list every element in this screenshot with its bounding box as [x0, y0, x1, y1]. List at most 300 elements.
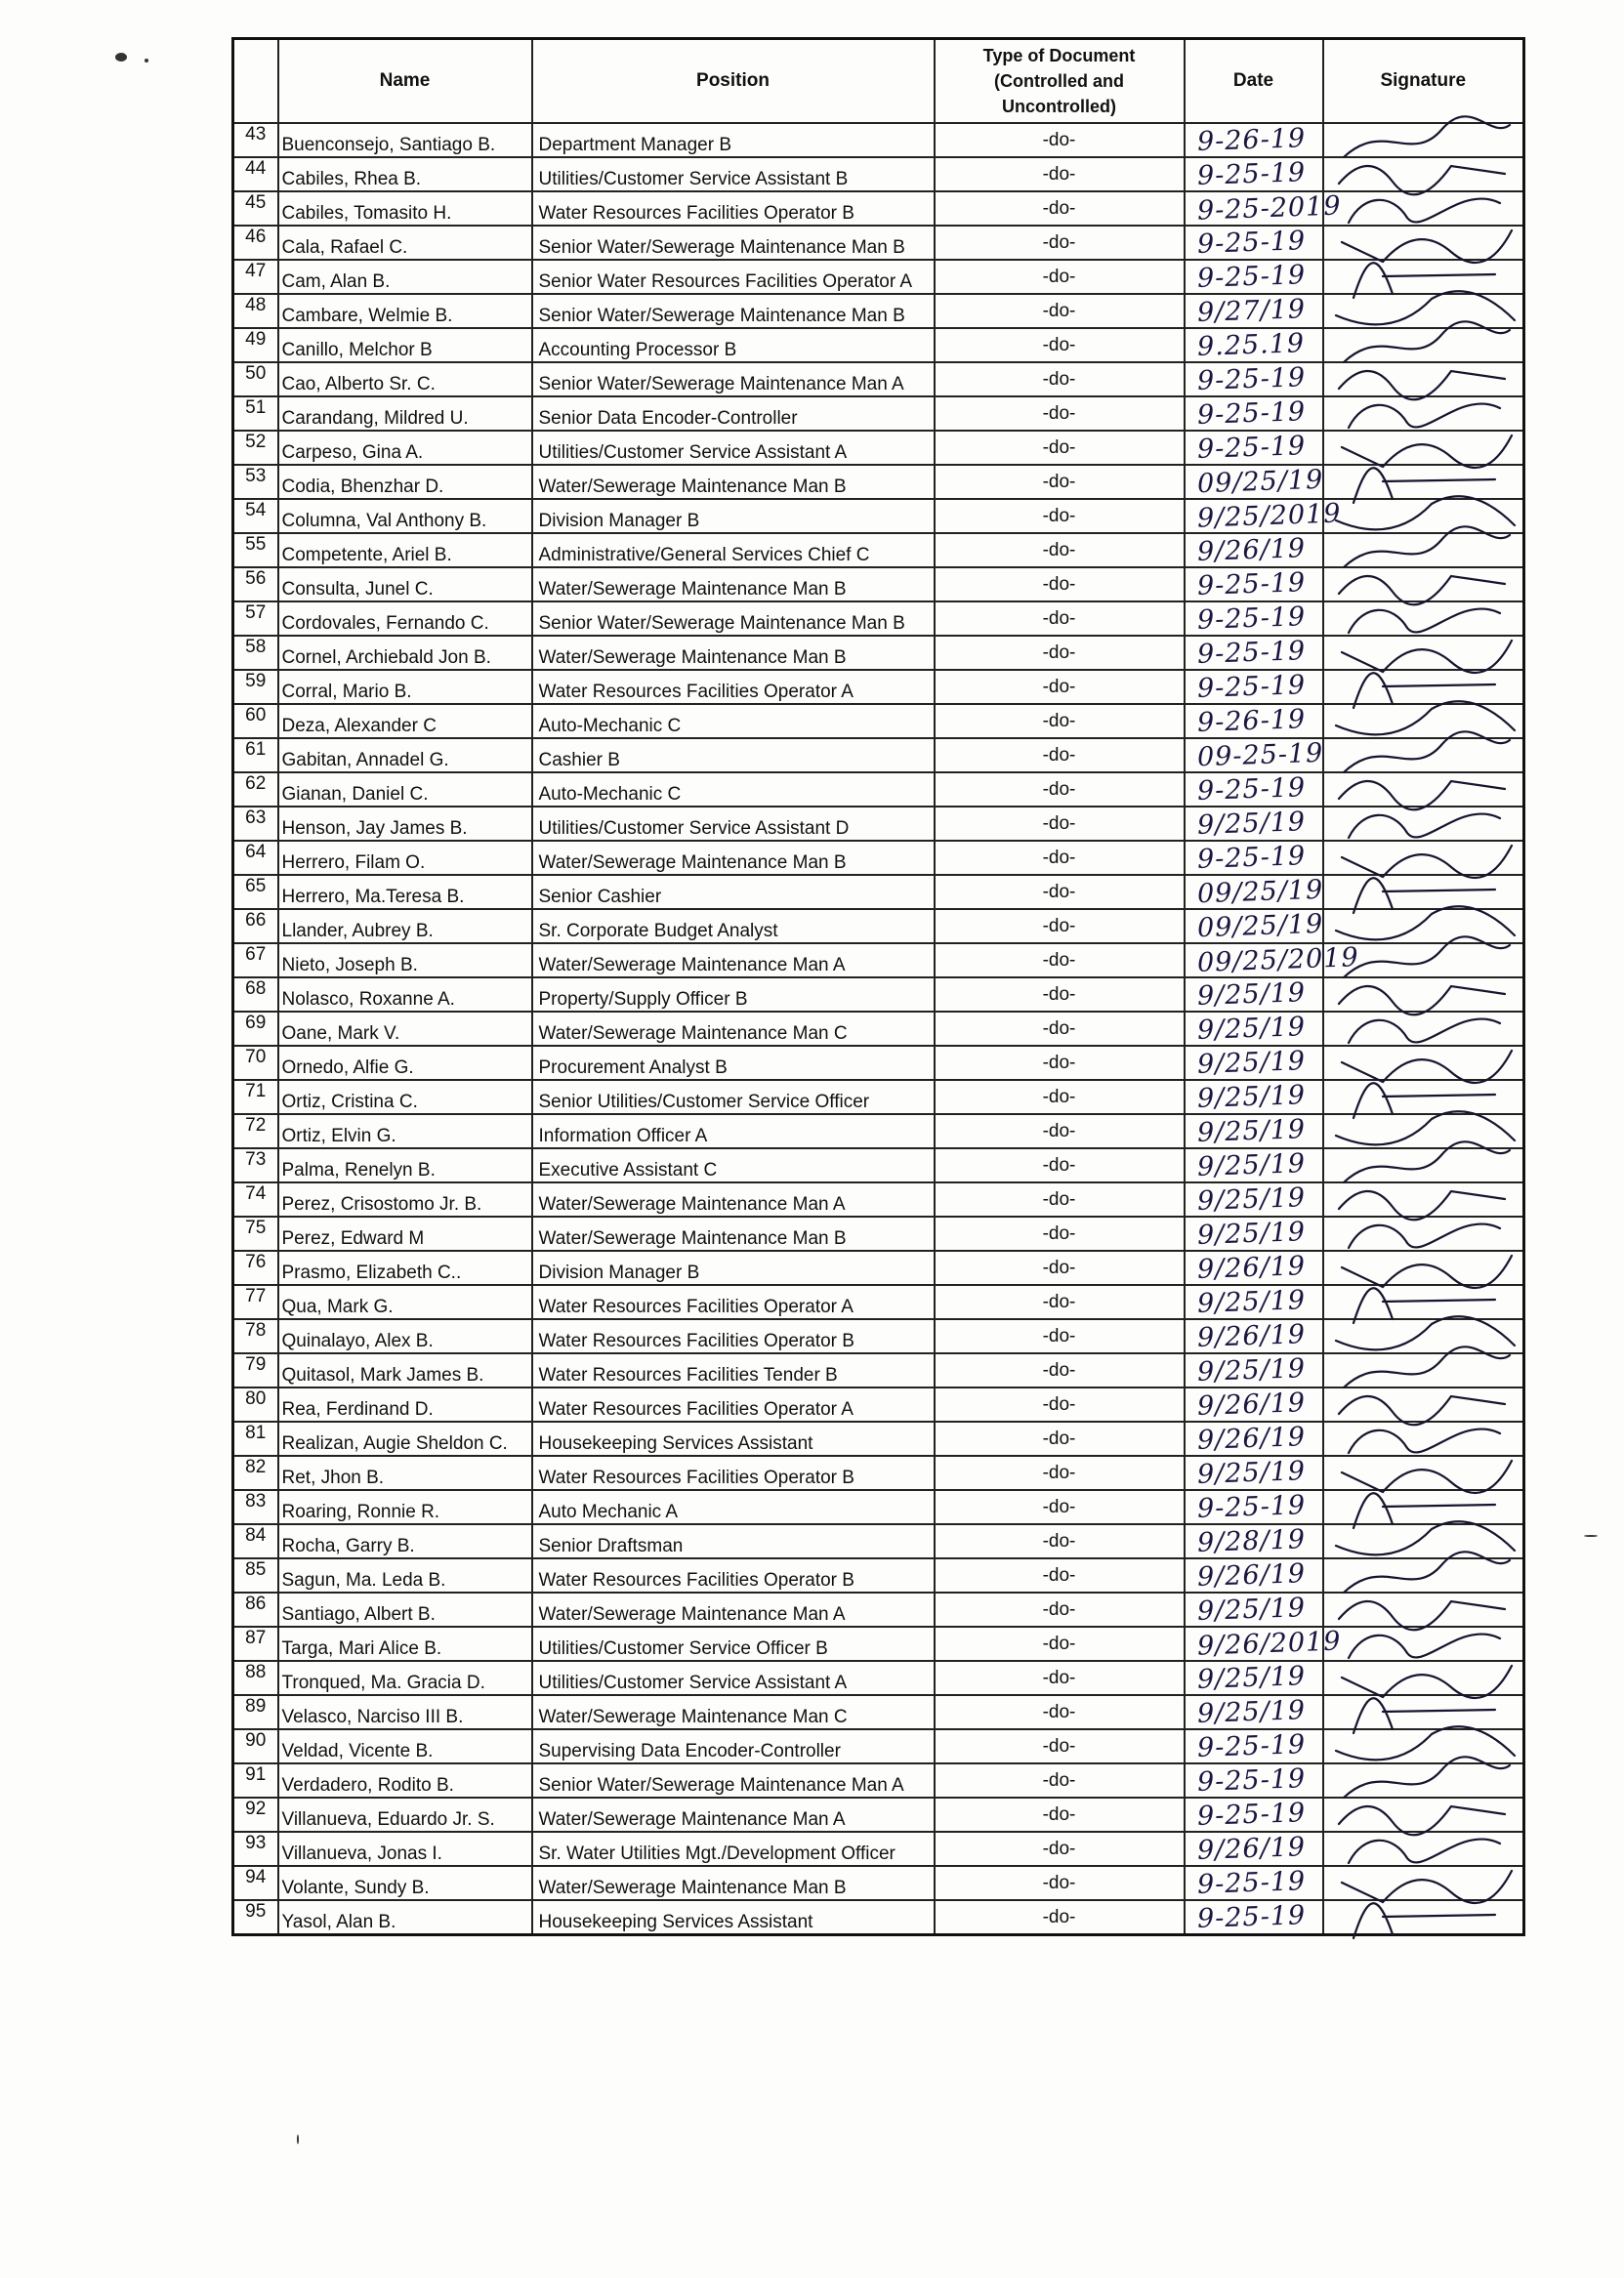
employee-position: Utilities/Customer Service Assistant D [532, 807, 935, 841]
document-type: -do- [935, 704, 1185, 738]
signed-date [1185, 1490, 1323, 1524]
signed-date [1185, 670, 1323, 704]
row-number: 54 [233, 499, 278, 533]
signed-date [1185, 431, 1323, 465]
table-row [233, 396, 1524, 431]
employee-position: Water/Sewerage Maintenance Man B [532, 841, 935, 875]
employee-position: Water Resources Facilities Operator B [532, 1456, 935, 1490]
row-number: 92 [233, 1798, 278, 1832]
handwritten-date: 9-25-19 [1195, 601, 1307, 636]
signature-stroke [1339, 576, 1505, 604]
handwritten-date: 09/25/19 [1195, 464, 1324, 500]
row-number: 48 [233, 294, 278, 328]
employee-position: Water/Sewerage Maintenance Man B [532, 1217, 935, 1251]
signed-date [1185, 1114, 1323, 1148]
row-number: 76 [233, 1251, 278, 1285]
table-row [233, 636, 1524, 670]
signed-date [1185, 294, 1323, 328]
handwritten-date: 9-25-19 [1195, 1729, 1307, 1763]
signature-cell [1323, 738, 1524, 772]
signed-date [1185, 1763, 1323, 1798]
signature-cell [1323, 226, 1524, 260]
signature-stroke [1349, 609, 1500, 633]
signature-stroke [1344, 1346, 1510, 1388]
table-row [233, 1285, 1524, 1319]
table-row [233, 1490, 1524, 1524]
document-type: -do- [935, 1388, 1185, 1422]
signature-cell [1323, 1763, 1524, 1798]
row-number: 69 [233, 1012, 278, 1046]
handwritten-date: 9-25-19 [1195, 636, 1307, 670]
signature-stroke [1336, 1726, 1515, 1760]
table-row [233, 431, 1524, 465]
signed-date [1185, 157, 1323, 191]
table-row [233, 1763, 1524, 1798]
employee-name: Ret, Jhon B. [278, 1456, 532, 1490]
employee-name: Gabitan, Annadel G. [278, 738, 532, 772]
employee-position: Senior Utilities/Customer Service Officer [532, 1080, 935, 1114]
signature-cell [1323, 157, 1524, 191]
employee-position: Water Resources Facilities Operator B [532, 1319, 935, 1353]
handwritten-date: 9-25-19 [1195, 670, 1307, 704]
signed-date [1185, 1866, 1323, 1900]
handwritten-date: 9/25/19 [1195, 1148, 1307, 1182]
signed-date [1185, 1046, 1323, 1080]
signature-stroke [1336, 291, 1515, 324]
table-row [233, 601, 1524, 636]
table-row [233, 1456, 1524, 1490]
document-type: -do- [935, 1900, 1185, 1935]
employee-name: Ortiz, Elvin G. [278, 1114, 532, 1148]
signature-stroke [1349, 1224, 1500, 1248]
signed-date [1185, 1729, 1323, 1763]
document-type: -do- [935, 431, 1185, 465]
signature-stroke [1353, 1493, 1495, 1528]
employee-name: Sagun, Ma. Leda B. [278, 1558, 532, 1593]
handwritten-date: 9/26/19 [1195, 1319, 1307, 1353]
signed-date [1185, 1388, 1323, 1422]
document-type: -do- [935, 294, 1185, 328]
signature-cell [1323, 362, 1524, 396]
row-number: 71 [233, 1080, 278, 1114]
handwritten-date: 9/25/19 [1195, 1661, 1307, 1695]
row-number: 94 [233, 1866, 278, 1900]
row-number: 46 [233, 226, 278, 260]
employee-position: Procurement Analyst B [532, 1046, 935, 1080]
handwritten-date: 9-25-19 [1195, 1763, 1307, 1798]
scan-speck [115, 53, 127, 62]
table-row [233, 1353, 1524, 1388]
employee-position: Water/Sewerage Maintenance Man B [532, 465, 935, 499]
employee-position: Water Resources Facilities Operator A [532, 1285, 935, 1319]
row-number: 82 [233, 1456, 278, 1490]
attendance-table [231, 37, 1525, 1936]
employee-position: Property/Supply Officer B [532, 977, 935, 1012]
handwritten-date: 9/25/2019 [1196, 498, 1342, 534]
document-type: -do- [935, 1456, 1185, 1490]
signed-date [1185, 1558, 1323, 1593]
table-row [233, 1148, 1524, 1182]
table-row [233, 1695, 1524, 1729]
signature-cell [1323, 807, 1524, 841]
signed-date [1185, 1080, 1323, 1114]
signature-cell [1323, 1182, 1524, 1217]
handwritten-date: 9/25/19 [1195, 1114, 1307, 1148]
employee-name: Carandang, Mildred U. [278, 396, 532, 431]
handwritten-date: 9/25/19 [1195, 1182, 1307, 1217]
table-row [233, 1832, 1524, 1866]
table-row [233, 191, 1524, 226]
handwritten-date: 9-25-19 [1195, 1490, 1307, 1524]
signed-date [1185, 807, 1323, 841]
handwritten-date: 9-25-19 [1195, 841, 1307, 875]
signature-stroke [1344, 526, 1510, 567]
table-row [233, 875, 1524, 909]
employee-name: Tronqued, Ma. Gracia D. [278, 1661, 532, 1695]
signed-date [1185, 1012, 1323, 1046]
table-row [233, 909, 1524, 943]
employee-name: Cao, Alberto Sr. C. [278, 362, 532, 396]
employee-name: Rea, Ferdinand D. [278, 1388, 532, 1422]
row-number: 87 [233, 1627, 278, 1661]
signature-cell [1323, 533, 1524, 567]
employee-name: Competente, Ariel B. [278, 533, 532, 567]
employee-position: Senior Water/Sewerage Maintenance Man A [532, 1763, 935, 1798]
table-row [233, 1319, 1524, 1353]
signature-cell [1323, 1456, 1524, 1490]
employee-name: Verdadero, Rodito B. [278, 1763, 532, 1798]
signed-date [1185, 1798, 1323, 1832]
signature-stroke [1342, 846, 1512, 878]
employee-position: Auto-Mechanic C [532, 704, 935, 738]
signature-cell [1323, 1798, 1524, 1832]
handwritten-date: 9/26/19 [1195, 1422, 1307, 1456]
signed-date [1185, 1353, 1323, 1388]
signature-cell [1323, 465, 1524, 499]
document-type: -do- [935, 1046, 1185, 1080]
row-number: 52 [233, 431, 278, 465]
signature-cell [1323, 1627, 1524, 1661]
table-row [233, 328, 1524, 362]
signature-cell [1323, 123, 1524, 157]
employee-name: Herrero, Filam O. [278, 841, 532, 875]
signature-stroke [1344, 1141, 1510, 1182]
employee-name: Palma, Renelyn B. [278, 1148, 532, 1182]
handwritten-date: 09/25/19 [1195, 908, 1324, 944]
signature-stroke [1344, 1552, 1510, 1593]
signature-stroke [1339, 1191, 1505, 1220]
employee-name: Cabiles, Tomasito H. [278, 191, 532, 226]
row-number: 72 [233, 1114, 278, 1148]
signed-date [1185, 1661, 1323, 1695]
document-type: -do- [935, 226, 1185, 260]
signature-cell [1323, 1251, 1524, 1285]
signed-date [1185, 704, 1323, 738]
document-type: -do- [935, 1217, 1185, 1251]
signature-cell [1323, 704, 1524, 738]
row-number: 77 [233, 1285, 278, 1319]
employee-name: Perez, Crisostomo Jr. B. [278, 1182, 532, 1217]
signed-date [1185, 841, 1323, 875]
signed-date [1185, 123, 1323, 157]
handwritten-date: 9/25/19 [1195, 1285, 1307, 1319]
table-row [233, 1114, 1524, 1148]
signature-cell [1323, 1866, 1524, 1900]
table-row [233, 1558, 1524, 1593]
employee-position: Housekeeping Services Assistant [532, 1900, 935, 1935]
handwritten-date: 9/25/19 [1195, 977, 1307, 1012]
signature-stroke [1339, 371, 1505, 399]
row-number: 44 [233, 157, 278, 191]
document-type: -do- [935, 1012, 1185, 1046]
signature-stroke [1349, 1019, 1500, 1043]
employee-position: Water/Sewerage Maintenance Man A [532, 1593, 935, 1627]
handwritten-date: 9/25/19 [1195, 1695, 1307, 1729]
signature-cell [1323, 1524, 1524, 1558]
row-number: 53 [233, 465, 278, 499]
employee-position: Water/Sewerage Maintenance Man A [532, 943, 935, 977]
table-row [233, 841, 1524, 875]
employee-name: Cordovales, Fernando C. [278, 601, 532, 636]
document-type: -do- [935, 1319, 1185, 1353]
row-number: 84 [233, 1524, 278, 1558]
document-type: -do- [935, 260, 1185, 294]
row-number: 75 [233, 1217, 278, 1251]
employee-name: Canillo, Melchor B [278, 328, 532, 362]
handwritten-date: 9/27/19 [1195, 294, 1307, 328]
employee-position: Utilities/Customer Service Assistant A [532, 431, 935, 465]
row-number: 86 [233, 1593, 278, 1627]
scan-speck [145, 59, 148, 62]
document-type: -do- [935, 636, 1185, 670]
employee-name: Quinalayo, Alex B. [278, 1319, 532, 1353]
signature-stroke [1342, 1871, 1512, 1903]
employee-name: Yasol, Alan B. [278, 1900, 532, 1935]
document-type: -do- [935, 328, 1185, 362]
table-row [233, 465, 1524, 499]
employee-position: Housekeeping Services Assistant [532, 1422, 935, 1456]
row-number: 80 [233, 1388, 278, 1422]
row-number: 63 [233, 807, 278, 841]
table-row [233, 772, 1524, 807]
document-type: -do- [935, 567, 1185, 601]
employee-position: Water Resources Facilities Operator B [532, 1558, 935, 1593]
employee-position: Water/Sewerage Maintenance Man B [532, 636, 935, 670]
employee-name: Herrero, Ma.Teresa B. [278, 875, 532, 909]
employee-name: Ortiz, Cristina C. [278, 1080, 532, 1114]
signature-stroke [1353, 1903, 1495, 1938]
row-number: 90 [233, 1729, 278, 1763]
employee-position: Water/Sewerage Maintenance Man B [532, 567, 935, 601]
signature-stroke [1342, 1461, 1512, 1493]
signature-stroke [1336, 1521, 1515, 1554]
employee-name: Veldad, Vicente B. [278, 1729, 532, 1763]
header-position: Position [532, 39, 935, 124]
table-row [233, 943, 1524, 977]
row-number: 60 [233, 704, 278, 738]
document-type: -do- [935, 1251, 1185, 1285]
handwritten-date: 9-25-19 [1195, 772, 1307, 807]
signature-cell [1323, 499, 1524, 533]
row-number: 58 [233, 636, 278, 670]
table-row [233, 123, 1524, 157]
table-row [233, 1388, 1524, 1422]
employee-position: Division Manager B [532, 499, 935, 533]
header-date: Date [1185, 39, 1323, 124]
employee-name: Volante, Sundy B. [278, 1866, 532, 1900]
signature-cell [1323, 328, 1524, 362]
signed-date [1185, 465, 1323, 499]
employee-name: Qua, Mark G. [278, 1285, 532, 1319]
document-type: -do- [935, 1422, 1185, 1456]
table-row [233, 1661, 1524, 1695]
document-type: -do- [935, 157, 1185, 191]
handwritten-date: 9-25-19 [1195, 157, 1307, 191]
signature-cell [1323, 1217, 1524, 1251]
row-number: 85 [233, 1558, 278, 1593]
signature-stroke [1344, 731, 1510, 772]
row-number: 45 [233, 191, 278, 226]
signature-stroke [1353, 263, 1495, 298]
signature-stroke [1339, 1396, 1505, 1425]
handwritten-date: 9/28/19 [1195, 1524, 1307, 1558]
row-number: 89 [233, 1695, 278, 1729]
employee-name: Quitasol, Mark James B. [278, 1353, 532, 1388]
signature-stroke [1342, 1256, 1512, 1288]
table-row [233, 1798, 1524, 1832]
signed-date [1185, 567, 1323, 601]
signed-date [1185, 875, 1323, 909]
employee-position: Information Officer A [532, 1114, 935, 1148]
document-type: -do- [935, 1866, 1185, 1900]
header-name: Name [278, 39, 532, 124]
employee-position: Senior Water/Sewerage Maintenance Man B [532, 226, 935, 260]
employee-position: Division Manager B [532, 1251, 935, 1285]
document-type: -do- [935, 1353, 1185, 1388]
employee-position: Water/Sewerage Maintenance Man A [532, 1182, 935, 1217]
handwritten-date: 09-25-19 [1195, 737, 1324, 773]
signature-stroke [1336, 496, 1515, 529]
signed-date [1185, 942, 1359, 978]
employee-name: Columna, Val Anthony B. [278, 499, 532, 533]
row-number: 91 [233, 1763, 278, 1798]
employee-position: Department Manager B [532, 123, 935, 157]
signature-stroke [1339, 166, 1505, 194]
table-row [233, 1046, 1524, 1080]
handwritten-date: 9/25/19 [1195, 1353, 1307, 1388]
signature-cell [1323, 1046, 1524, 1080]
employee-position: Water/Sewerage Maintenance Man C [532, 1695, 935, 1729]
employee-name: Nolasco, Roxanne A. [278, 977, 532, 1012]
employee-position: Senior Cashier [532, 875, 935, 909]
signature-cell [1323, 1080, 1524, 1114]
header-signature: Signature [1323, 39, 1524, 124]
signature-stroke [1353, 1698, 1495, 1733]
employee-name: Gianan, Daniel C. [278, 772, 532, 807]
table-row [233, 362, 1524, 396]
employee-name: Santiago, Albert B. [278, 1593, 532, 1627]
handwritten-date: 9-25-19 [1195, 260, 1307, 294]
table-row [233, 1422, 1524, 1456]
signature-cell [1323, 396, 1524, 431]
table-row [233, 1729, 1524, 1763]
signature-cell [1323, 772, 1524, 807]
row-number: 50 [233, 362, 278, 396]
handwritten-date: 9-25-19 [1195, 362, 1307, 396]
row-number: 95 [233, 1900, 278, 1935]
signed-date [1185, 1217, 1323, 1251]
document-type: -do- [935, 123, 1185, 157]
employee-name: Consulta, Junel C. [278, 567, 532, 601]
signed-date [1185, 601, 1323, 636]
handwritten-date: 9/26/2019 [1196, 1626, 1342, 1662]
signature-stroke [1336, 701, 1515, 734]
document-type: -do- [935, 1798, 1185, 1832]
signature-cell [1323, 943, 1524, 977]
row-number: 67 [233, 943, 278, 977]
employee-position: Water Resources Facilities Operator A [532, 670, 935, 704]
document-type: -do- [935, 738, 1185, 772]
employee-name: Carpeso, Gina A. [278, 431, 532, 465]
employee-name: Velasco, Narciso III B. [278, 1695, 532, 1729]
signed-date [1185, 226, 1323, 260]
signature-cell [1323, 1695, 1524, 1729]
employee-position: Cashier B [532, 738, 935, 772]
table-row [233, 226, 1524, 260]
handwritten-date: 9-25-19 [1195, 567, 1307, 601]
document-type: -do- [935, 1627, 1185, 1661]
employee-name: Codia, Bhenzhar D. [278, 465, 532, 499]
signature-cell [1323, 1388, 1524, 1422]
signature-cell [1323, 1832, 1524, 1866]
employee-position: Water Resources Facilities Operator A [532, 1388, 935, 1422]
signed-date [1185, 1695, 1323, 1729]
employee-position: Senior Water/Sewerage Maintenance Man A [532, 362, 935, 396]
document-type: -do- [935, 977, 1185, 1012]
signature-stroke [1353, 878, 1495, 913]
document-type: -do- [935, 1695, 1185, 1729]
handwritten-date: 9/26/19 [1195, 1251, 1307, 1285]
signature-cell [1323, 1353, 1524, 1388]
row-number: 74 [233, 1182, 278, 1217]
signature-cell [1323, 875, 1524, 909]
employee-name: Nieto, Joseph B. [278, 943, 532, 977]
signature-stroke [1342, 435, 1512, 468]
signed-date [1185, 1832, 1323, 1866]
employee-name: Targa, Mari Alice B. [278, 1627, 532, 1661]
employee-name: Cabiles, Rhea B. [278, 157, 532, 191]
employee-position: Senior Water Resources Facilities Operator A [532, 260, 935, 294]
signed-date [1185, 533, 1323, 567]
table-row [233, 704, 1524, 738]
header-number [233, 39, 278, 124]
row-number: 51 [233, 396, 278, 431]
document-type: -do- [935, 1558, 1185, 1593]
handwritten-date: 9-25-19 [1195, 431, 1307, 465]
handwritten-date: 9/26/19 [1195, 533, 1307, 567]
handwritten-date: 9/25/19 [1195, 1046, 1307, 1080]
document-type: -do- [935, 875, 1185, 909]
handwritten-date: 9-25-19 [1195, 396, 1307, 431]
row-number: 47 [233, 260, 278, 294]
row-number: 49 [233, 328, 278, 362]
signature-cell [1323, 1422, 1524, 1456]
signed-date [1185, 1422, 1323, 1456]
employee-name: Buenconsejo, Santiago B. [278, 123, 532, 157]
employee-position: Sr. Water Utilities Mgt./Development Officer [532, 1832, 935, 1866]
signed-date [1185, 1285, 1323, 1319]
signature-cell [1323, 1148, 1524, 1182]
